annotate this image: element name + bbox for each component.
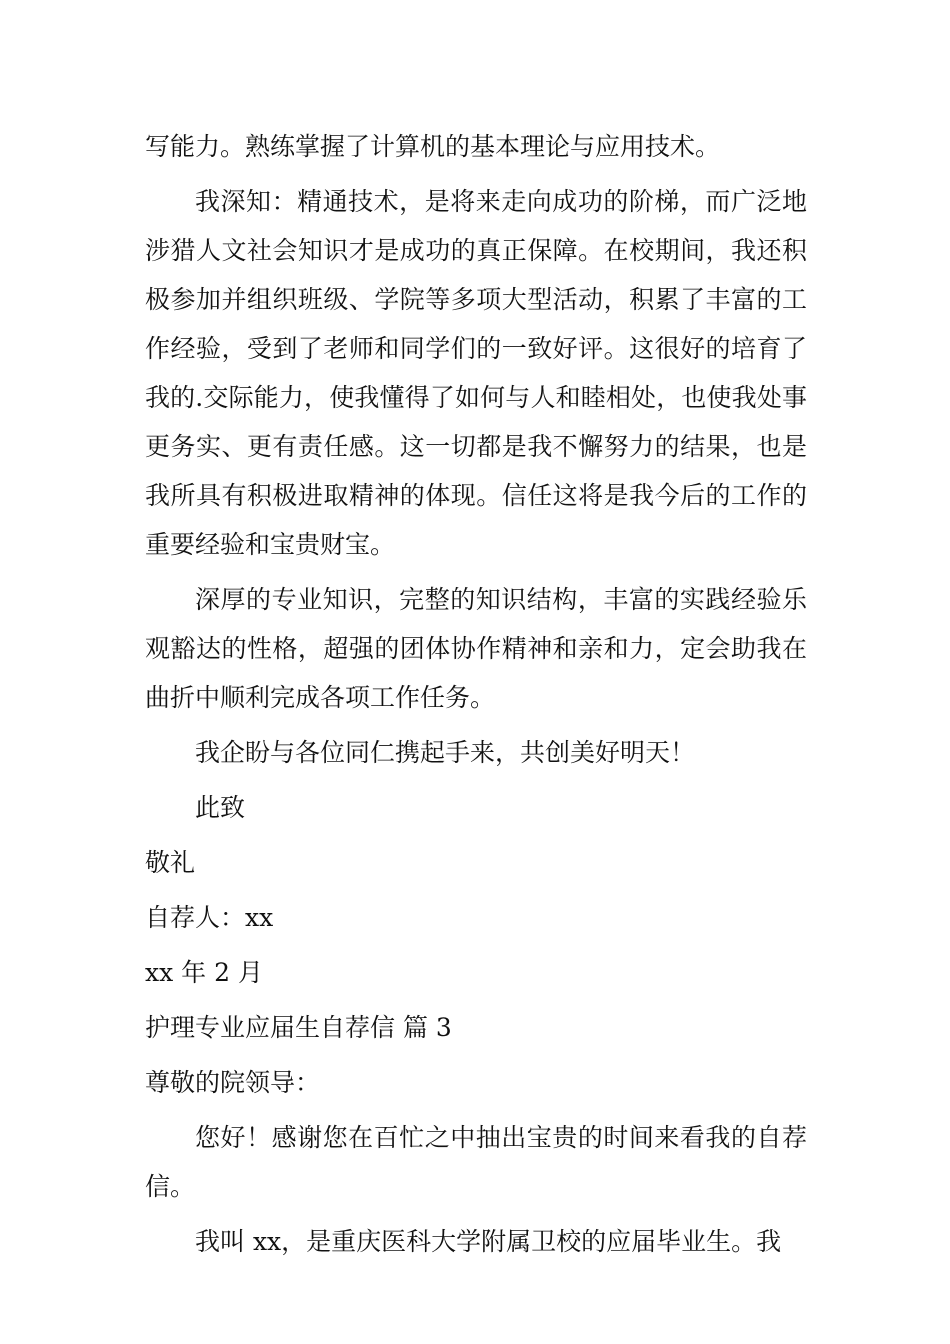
document-body (145, 122, 807, 1266)
paragraph-closing-wish: 我企盼与各位同仁携起手来，共创美好明天！ (195, 738, 696, 767)
salutation-jingli: 敬礼 (145, 848, 196, 877)
signature-line: 自荐人：xx (145, 903, 274, 932)
paragraph-self-assessment: 我深知：精通技术，是将来走向成功的阶梯，而广泛地涉猎人文社会知识才是成功的真正保障。在校期间，我还积极参加并组织班级、学院等多项大型活动，积累了丰富的工作经验，受到了老师和同学们的一致好评。这很好的培育了我的.交际能力，使我懂得了如何与人和睦相处，也使我处事更务实、更有责任感。这一切都是我不懈努力的结果，也是我所具有积极进取精神的体现。信任这将是我今后的工作的重要经验和宝贵财宝。 (145, 187, 807, 559)
paragraph-thanks: 您好！感谢您在百忙之中抽出宝贵的时间来看我的自荐信。 (145, 1123, 807, 1201)
salutation-cizhi: 此致 (195, 793, 246, 822)
date-line: xx 年 2 月 (145, 958, 263, 987)
paragraph-strengths: 深厚的专业知识，完整的知识结构，丰富的实践经验乐观豁达的性格，超强的团体协作精神和亲和力，定会助我在曲折中顺利完成各项工作任务。 (145, 585, 807, 712)
paragraph-introduction: 我叫 xx，是重庆医科大学附属卫校的应届毕业生。我 (195, 1227, 782, 1256)
letter-greeting: 尊敬的院领导： (145, 1068, 321, 1097)
section-title: 护理专业应届生自荐信 篇 3 (145, 1013, 452, 1042)
paragraph-continuation: 写能力。熟练掌握了计算机的基本理论与应用技术。 (145, 132, 721, 161)
